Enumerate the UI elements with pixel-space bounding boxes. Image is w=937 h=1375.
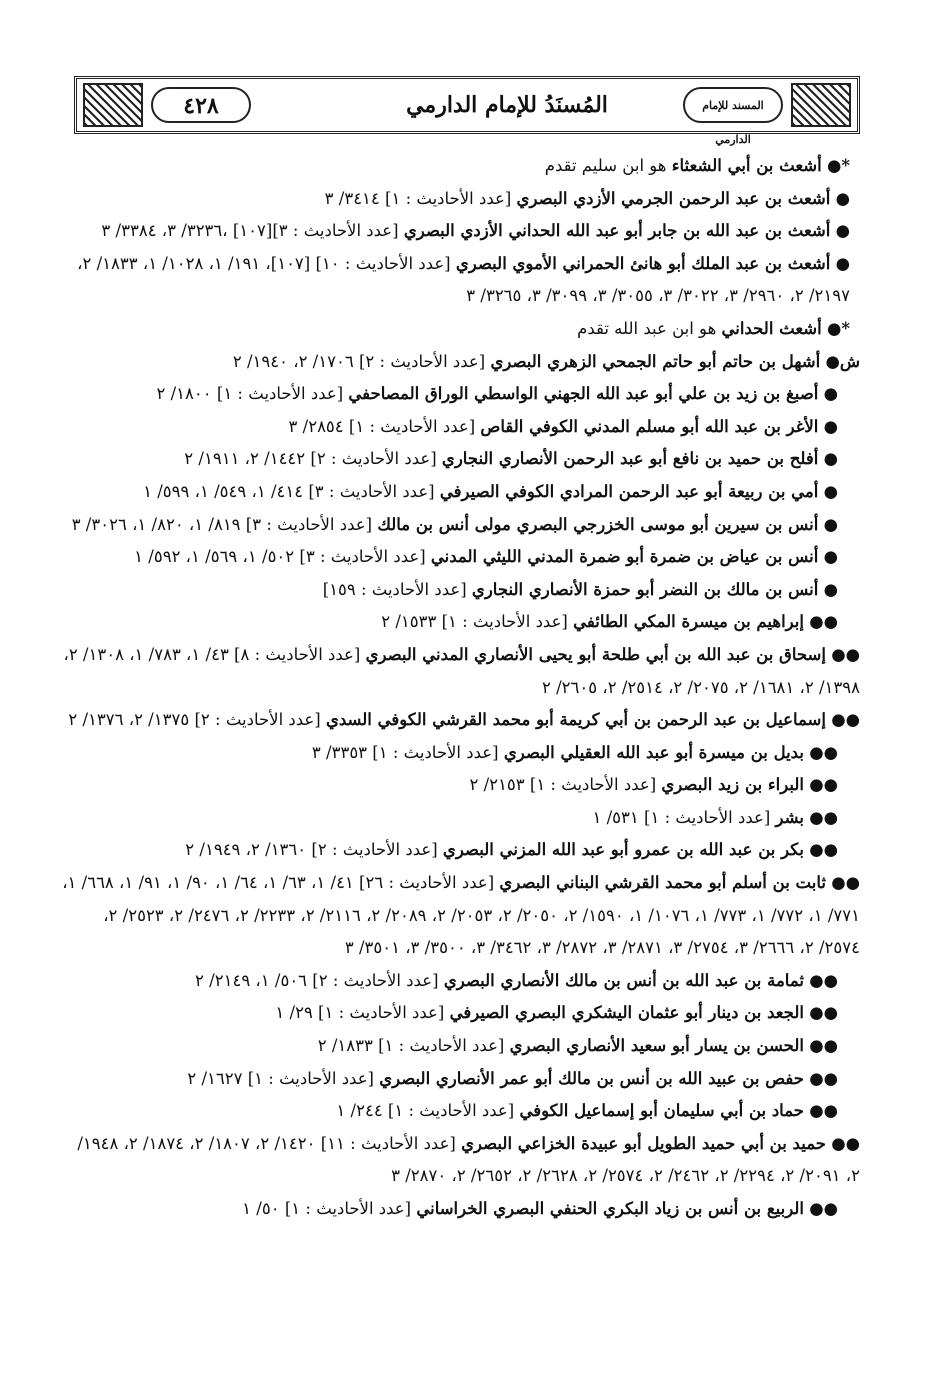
hadith-references: [عدد الأحاديث : ١] ٣٤١٤/ ٣	[324, 188, 512, 208]
entry-marker: ●●	[809, 612, 838, 632]
narrator-name: أشهل بن حاتم أبو حاتم الجمحي الزهري البصري	[490, 351, 821, 371]
entry-marker: ●●	[831, 644, 860, 664]
hadith-references: [عدد الأحاديث : ١] ١٨٠٠/ ٢	[156, 384, 344, 404]
index-entry	[60, 997, 838, 1030]
narrator-name: أصبغ بن زيد بن علي أبو عبد الله الجهني الواسطي الوراق المصاحفي	[348, 384, 819, 404]
narrator-name: أنس بن مالك بن النضر أبو حمزة الأنصاري النجاري	[471, 579, 819, 599]
hadith-references: هو ابن عبد الله تقدم	[577, 318, 717, 338]
entry-marker: ●●	[809, 1101, 838, 1121]
hadith-references: [عدد الأحاديث : ٣][١٠٧] ،٣٢٣٦/ ٣، ٣٣٨٤/ ٣	[101, 221, 399, 241]
index-entry	[60, 965, 838, 998]
index-entry	[60, 541, 838, 574]
index-entry	[60, 509, 838, 542]
hadith-references: [عدد الأحاديث : ١٠] [١٠٧]، ١٩١/ ١، ١٠٢٨/ ١، ١٨٣٣/ ٢، ٢١٩٧/ ٢، ٢٩٦٠/ ٣، ٣٠٢٢/ ٣، ٣٠٥٥/ ٣، ٣٠٩٩/ ٣، ٣٢٦٥/ ٣	[77, 253, 850, 306]
entry-marker: ●●	[809, 840, 838, 860]
ornament-right	[791, 83, 851, 127]
index-entry	[60, 1128, 860, 1193]
entry-marker: ●	[823, 481, 838, 501]
narrator-name: الربيع بن أنس بن زياد البكري الحنفي البصري الخراساني	[416, 1199, 804, 1218]
index-entry	[60, 1095, 838, 1128]
index-entry	[60, 150, 850, 183]
narrator-name: إسماعيل بن عبد الرحمن بن أبي كريمة أبو محمد القرشي الكوفي السدي	[325, 710, 826, 730]
hadith-references: [عدد الأحاديث : ١] ٣٣٥٣/ ٣	[311, 742, 499, 762]
index-entry	[60, 606, 838, 639]
narrator-name: أشعث بن عبد الله بن جابر أبو عبد الله الحداني الأزدي البصري	[403, 221, 831, 241]
hadith-references: [عدد الأحاديث : ٨] ٤٣/ ١، ٧٨٣/ ١، ١٣٠٨/ ٢، ١٣٩٨/ ٢، ١٦٨١/ ٢، ٢٠٧٥/ ٢، ٢٥١٤/ ٢، ٢٦٠٥/ ٢	[63, 644, 860, 697]
entry-marker: ●●	[809, 1003, 838, 1023]
entry-marker: ●	[823, 514, 838, 534]
entry-marker: ●●	[809, 775, 838, 795]
hadith-references: [عدد الأحاديث : ١] ٢٩/ ١	[275, 1003, 445, 1023]
narrator-name: حماد بن أبي سليمان أبو إسماعيل الكوفي	[519, 1101, 804, 1121]
index-entry	[60, 639, 860, 704]
entry-marker: ●	[823, 579, 838, 599]
narrator-name: أشعث بن عبد الرحمن الجرمي الأزدي البصري	[516, 188, 831, 208]
entry-marker: ●●	[809, 1199, 838, 1218]
hadith-references: [عدد الأحاديث : ٣] ٥٠٢/ ١، ٥٦٩/ ١، ٥٩٢/ ١	[134, 547, 426, 567]
index-entry	[60, 411, 838, 444]
narrator-name: ثمامة بن عبد الله بن أنس بن مالك الأنصاري البصري	[443, 970, 804, 990]
index-entry	[60, 1030, 838, 1063]
narrator-name: إسحاق بن عبد الله بن أبي طلحة أبو يحيى الأنصاري المدني البصري	[365, 644, 826, 664]
narrator-name: حميد بن أبي حميد الطويل أبو عبيدة الخزاعي البصري	[461, 1133, 826, 1153]
narrator-name: أنس بن عياض بن ضمرة أبو ضمرة المدني الليثي المدني	[430, 547, 819, 567]
narrator-name: أمي بن ربيعة أبو عبد الرحمن المرادي الكوفي الصيرفي	[439, 481, 819, 501]
entry-marker: ●	[835, 221, 850, 241]
index-entry	[60, 867, 860, 965]
narrator-name: ثابت بن أسلم أبو محمد القرشي البناني البصري	[499, 873, 826, 893]
narrator-name: أشعث بن عبد الملك أبو هانئ الحمراني الأموي البصري	[455, 253, 831, 273]
entry-marker: ●	[823, 384, 838, 404]
hadith-references: [عدد الأحاديث : ٣] ٤١٤/ ١، ٥٤٩/ ١، ٥٩٩/ ١	[143, 481, 435, 501]
narrator-name: إبراهيم بن ميسرة المكي الطائفي	[573, 612, 804, 632]
hadith-references: [عدد الأحاديث : ٢] ١٧٠٦/ ٢، ١٩٤٠/ ٢	[232, 351, 486, 371]
narrator-name: الحسن بن يسار أبو سعيد الأنصاري البصري	[509, 1036, 804, 1056]
narrator-name: البراء بن زيد البصري	[661, 775, 804, 795]
entry-marker: ●●	[809, 742, 838, 762]
index-entry	[60, 1063, 838, 1096]
index-entry	[60, 574, 838, 607]
index-entry	[60, 769, 838, 802]
hadith-references: [عدد الأحاديث : ١] ١٦٢٧/ ٢	[187, 1068, 374, 1088]
page-number: ٤٢٨	[151, 87, 251, 123]
hadith-references: [عدد الأحاديث : ٢] ١٣٧٥/ ٢، ١٣٧٦/ ٢	[68, 710, 321, 730]
hadith-references: [عدد الأحاديث : ١] ٢٨٥٤/ ٣	[288, 416, 476, 436]
ornament-left	[83, 83, 143, 127]
index-entry	[60, 313, 850, 346]
hadith-references: [عدد الأحاديث : ٢] ٥٠٦/ ١، ٢١٤٩/ ٢	[195, 970, 439, 990]
hadith-references: [عدد الأحاديث : ١١] ١٤٢٠/ ٢، ١٨٠٧/ ٢، ١٨٧٤/ ٢، ١٩٤٨/ ٢، ٢٠٩١/ ٢، ٢٢٩٤/ ٢، ٢٤٦٢/ ٢، ٢٥٧٤/ ٢، ٢٦٢٨/ ٢، ٢٦٥٢/ ٢، ٢٨٧٠/ ٣	[77, 1133, 860, 1186]
index-entry	[60, 834, 838, 867]
hadith-references: [عدد الأحاديث : ١] ٢١٥٣/ ٢	[469, 775, 657, 795]
narrator-name: أفلح بن حميد بن نافع أبو عبد الرحمن الأنصاري النجاري	[441, 449, 819, 469]
entry-marker: *●	[826, 156, 850, 175]
entry-marker: ●	[823, 449, 838, 469]
narrator-name: بديل بن ميسرة أبو عبد الله العقيلي البصري	[503, 742, 804, 762]
index-entry	[60, 183, 850, 216]
narrator-name: الجعد بن دينار أبو عثمان اليشكري البصري الصيرفي	[449, 1003, 804, 1023]
entry-marker: ●●	[809, 1036, 838, 1056]
hadith-references: هو ابن سليم تقدم	[544, 156, 667, 175]
index-entry	[60, 1193, 838, 1226]
entry-marker: ●●	[809, 970, 838, 990]
entry-marker: ●	[823, 547, 838, 567]
book-title: المُسنَدُ للإمام الدارمي	[406, 92, 608, 118]
narrator-name: بشر	[775, 807, 804, 827]
narrator-name: بكر بن عبد الله بن عمرو أبو عبد الله المزني البصري	[442, 840, 804, 860]
entry-marker: ●●	[809, 1068, 838, 1088]
narrator-name: أشعث بن أبي الشعثاء	[671, 156, 822, 175]
hadith-references: [عدد الأحاديث : ١] ٥٣١/ ١	[592, 807, 771, 827]
index-entry	[60, 704, 860, 737]
narrator-name: أشعث الحداني	[721, 318, 822, 338]
book-seal: المسند للإمام الدارمي	[683, 87, 783, 123]
entry-marker: ش●	[825, 351, 860, 371]
entry-marker: *●	[826, 318, 850, 338]
index-entry	[60, 737, 838, 770]
index-entry	[60, 443, 838, 476]
hadith-references: [عدد الأحاديث : ١] ١٨٣٣/ ٢	[317, 1036, 505, 1056]
entry-marker: ●	[835, 253, 850, 273]
entry-marker: ●●	[809, 807, 838, 827]
entry-marker: ●●	[831, 710, 860, 730]
hadith-references: [عدد الأحاديث : ١] ١٥٣٣/ ٢	[381, 612, 568, 632]
hadith-references: [عدد الأحاديث : ٢٦] ٤١/ ١، ٦٣/ ١، ٦٤/ ١، ٩٠/ ١، ٩١/ ١، ٦٦٨/ ١، ٧٧١/ ١، ٧٧٢/ ١، ٧٧٣/ ١، ١٠٧٦/ ١، ١٥٩٠/ ٢، ٢٠٥٠/ ٢، ٢٠٥٣/ ٢، ٢٠٨٩/ ٢، ٢١١٦/ ٢، ٢٢٣٣/ ٢، ٢٤٧٦/ ٢، ٢٥٢٣/ ٢، ٢٥٧٤/ ٢، ٢٦٦٦/ ٣، ٢٧٥٤/ ٣، ٢٨٧١/ ٣، ٢٨٧٢/ ٣، ٣٤٦٢/ ٣، ٣٥٠٠/ ٣، ٣٥٠١/ ٣	[62, 873, 860, 958]
hadith-references: [عدد الأحاديث : ٢] ١٣٦٠/ ٢، ١٩٤٩/ ٢	[185, 840, 438, 860]
index-entry	[60, 248, 850, 313]
entry-marker: ●	[835, 188, 850, 208]
index-list	[60, 150, 860, 1226]
hadith-references: [عدد الأحاديث : ٢] ١٤٤٢/ ٢، ١٩١١/ ٢	[184, 449, 437, 469]
entry-marker: ●●	[831, 1133, 860, 1153]
entry-marker: ●	[823, 416, 838, 436]
index-entry	[60, 802, 838, 835]
narrator-name: الأغر بن عبد الله أبو مسلم المدني الكوفي القاص	[480, 416, 819, 436]
index-entry	[60, 378, 838, 411]
hadith-references: [عدد الأحاديث : ٣] ٨١٩/ ١، ٨٢٠/ ١، ٣٠٢٦/ ٣	[71, 514, 373, 534]
index-entry	[60, 346, 860, 379]
index-entry	[60, 476, 838, 509]
narrator-name: حفص بن عبيد الله بن أنس بن مالك أبو عمر الأنصاري البصري	[379, 1068, 804, 1088]
narrator-name: أنس بن سيرين أبو موسى الخزرجي البصري مولى أنس بن مالك	[377, 514, 819, 534]
page-header	[74, 76, 860, 146]
hadith-references: [عدد الأحاديث : ١] ٢٤٤/ ١	[336, 1101, 515, 1121]
hadith-references: [عدد الأحاديث : ١٥٩]	[322, 579, 467, 599]
index-entry	[60, 215, 850, 248]
hadith-references: [عدد الأحاديث : ١] ٥٠/ ١	[242, 1199, 412, 1218]
entry-marker: ●●	[831, 873, 860, 893]
